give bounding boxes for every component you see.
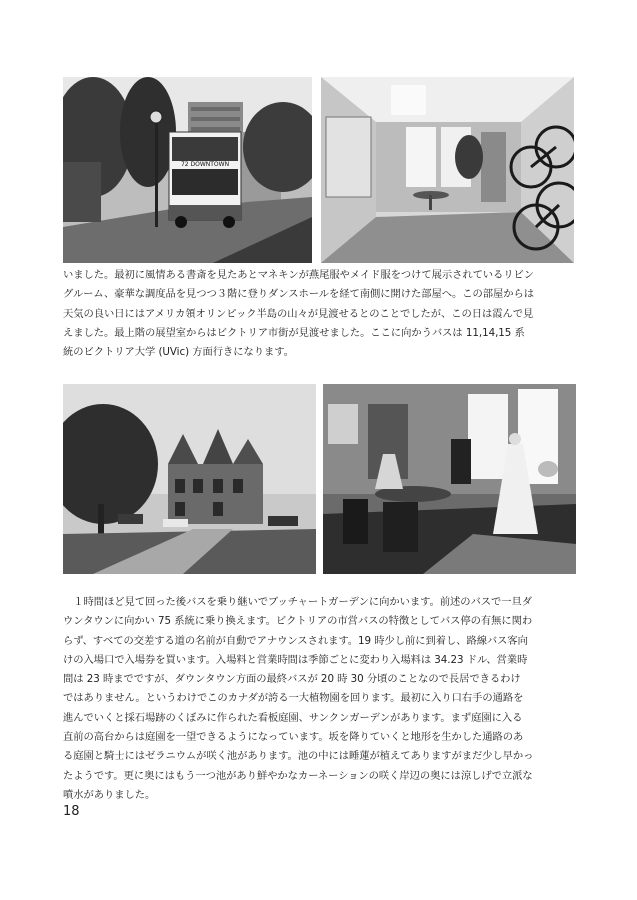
photo-castle-mansion	[63, 384, 316, 574]
body-paragraph-2	[63, 593, 533, 805]
text-line: １時間ほど見て回った後バスを乗り継いでブッチャートガーデンに向かいます。前述のバスで一旦ダ	[63, 596, 532, 608]
text-line: らず、すべての交差する道の名前が自動でアナウンスされます。19 時少し前に到着し、路線バス客向	[63, 634, 528, 647]
photo-living-room-mannequins	[323, 384, 576, 574]
text-line: る庭園と騎士にはゼラニウムが咲く池があります。池の中には睡蓮が植えてありますがまだ少し早かっ	[63, 750, 534, 763]
text-line: たようです。更に奥にはもう一つ池があり鮮やかなカーネーションの咲く岸辺の奥には涼しげで立派な	[63, 769, 533, 782]
text-line: 間は 23 時までですが、ダウンタウン方面の最終バスが 20 時 30 分頃のことなので長居できるわけ	[63, 673, 521, 686]
photo-double-decker-bus	[63, 77, 312, 263]
bus-destination-sign: 72 DOWNTOWN	[180, 161, 230, 168]
text-line: いました。最初に風情ある書斎を見たあとマネキンが燕尾服やメイド服をつけて展示されているリビン	[63, 269, 535, 281]
text-line: 天気の良い日にはアメリカ領オリンピック半島の山々が見渡せるとのことでしたが、この日は霞んで見	[63, 307, 534, 320]
text-line: 直前の高台からは庭園を一望できるようになっています。坂を降りていくと地形を生かした通路のあ	[63, 731, 524, 744]
text-line: ではありません。というわけでこのカナダが誇る一大植物園を回ります。最初に入り口右手の通路を	[63, 692, 524, 705]
text-line: えました。最上階の展望室からはビクトリア市街が見渡せました。ここに向かうバスは 11,14,15 系	[63, 326, 525, 339]
text-line: 統のビクトリア大学 (UVic) 方面行きになります。	[63, 346, 294, 359]
text-line: けの入場口で入場券を買います。入場料と営業時間は季節ごとに変わり入場料は 34.23 ドル、営業時	[63, 653, 528, 666]
page-number: 18	[63, 804, 80, 819]
text-line: 噴水がありました。	[63, 788, 156, 801]
photo-interior-bicycles	[321, 77, 574, 263]
body-paragraph-1	[63, 266, 534, 362]
text-line: グルーム、豪華な調度品を見つつ３階に登りダンスホールを経て南側に開けた部屋へ。この部屋からは	[63, 288, 534, 301]
text-line: ウンタウンに向かい 75 系統に乗り換えます。ビクトリアの市営バスの特徴としてバス停の有無に関わ	[63, 615, 533, 628]
text-line: 進んでいくと採石場跡のくぼみに作られた看板庭園、サンクンガーデンがあります。まず庭園に入る	[63, 711, 523, 724]
